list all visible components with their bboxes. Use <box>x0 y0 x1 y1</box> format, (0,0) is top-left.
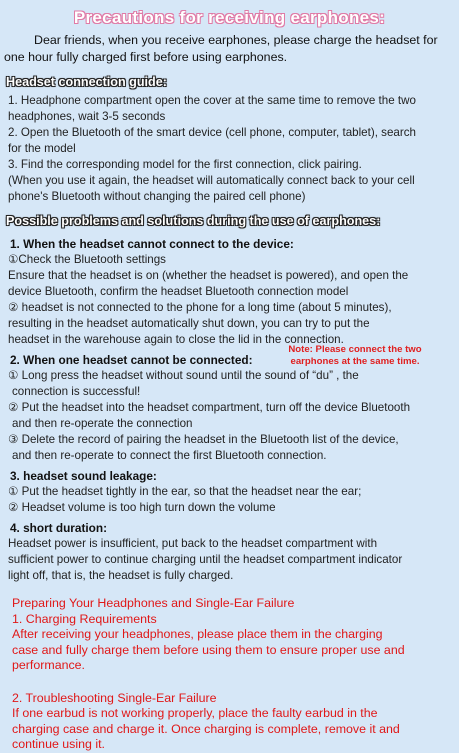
extra-line: continue using it. <box>12 737 105 751</box>
problem-2-title: 2. When one headset cannot be connected: <box>10 353 253 367</box>
intro-line: one hour fully charged first before using earphones. <box>4 50 288 64</box>
problems-heading: Possible problems and solutions during the use of earphones: <box>6 214 381 228</box>
problem-line: ② headset is not connected to the phone for a long time (about 5 minutes), <box>8 301 392 314</box>
problem-2-text <box>8 368 453 464</box>
problem-line: ①Check the Bluetooth settings <box>8 253 166 266</box>
guide-line: headphones, wait 3-5 seconds <box>8 110 166 123</box>
problem-line: ③ Delete the record of pairing the headset in the Bluetooth list of the device, <box>8 433 399 446</box>
note-line: earphones at the same time. <box>290 356 420 367</box>
connection-note <box>280 344 430 368</box>
problem-line: Headset power is insufficient, put back to the headset compartment with <box>8 537 378 550</box>
guide-line: for the model <box>8 142 76 155</box>
problem-line: ① Long press the headset without sound until the sound of “du” , the <box>8 369 359 382</box>
problem-line: headset in the warehouse again to close the lid in the connection. <box>8 333 344 346</box>
extra-section-1-title: 1. Charging Requirements <box>12 611 157 626</box>
extra-line: charging case and charge it. Once charging is complete, remove it and <box>12 721 400 736</box>
problem-line: ② Put the headset into the headset compartment, turn off the device Bluetooth <box>8 401 411 414</box>
page-title: Precautions for receiving earphones: <box>73 8 386 27</box>
problem-line: and then re-operate the connection <box>12 417 193 430</box>
intro-line: Dear friends, when you receive earphones, please charge the headset for <box>34 33 438 47</box>
problem-line: connection is successful! <box>12 385 141 398</box>
problem-line: and then re-operate to connect the first Bluetooth connection. <box>12 449 327 462</box>
extra-notes <box>12 596 453 753</box>
extra-line: performance. <box>12 658 86 672</box>
guide-line: (When you use it again, the headset will automatically connect back to your cell <box>8 174 415 187</box>
extra-heading: Preparing Your Headphones and Single-Ear Failure <box>12 596 295 610</box>
problem-1-text <box>8 252 453 348</box>
problem-line: sufficient power to continue charging until the headset compartment indicator <box>8 553 403 566</box>
extra-line: case and fully charge them before using them to ensure proper use and <box>12 642 405 657</box>
extra-line: If one earbud is not working properly, place the faulty earbud in the <box>12 706 378 720</box>
problem-line: ① Put the headset tightly in the ear, so that the headset near the ear; <box>8 485 362 498</box>
guide-line: 1. Headphone compartment open the cover at the same time to remove the two <box>8 94 416 107</box>
spacer <box>12 674 453 691</box>
note-line: Note: Please connect the two <box>288 344 422 355</box>
problem-3-title: 3. headset sound leakage: <box>10 469 157 483</box>
extra-line: After receiving your headphones, please place them in the charging <box>12 627 383 641</box>
guide-line: 3. Find the corresponding model for the first connection, click pairing. <box>8 158 362 171</box>
guide-steps <box>8 93 453 205</box>
intro-text <box>4 32 453 66</box>
problem-1-title: 1. When the headset cannot connect to the device: <box>10 237 294 251</box>
guide-heading: Headset connection guide: <box>6 75 167 89</box>
problem-4-text <box>8 536 453 584</box>
problem-3-text <box>8 484 453 516</box>
problem-line: ② Headset volume is too high turn down the volume <box>8 501 276 514</box>
problem-line: device Bluetooth, confirm the headset Bluetooth connection model <box>8 285 349 298</box>
guide-line: phone's Bluetooth without changing the paired cell phone) <box>8 190 306 203</box>
problem-line: Ensure that the headset is on (whether the headset is powered), and open the <box>8 269 409 282</box>
extra-section-2-title: 2. Troubleshooting Single-Ear Failure <box>12 690 217 705</box>
guide-line: 2. Open the Bluetooth of the smart device (cell phone, computer, tablet), search <box>8 126 416 139</box>
problem-4-title: 4. short duration: <box>10 521 107 535</box>
problem-line: resulting in the headset automatically shut down, you can try to put the <box>8 317 370 330</box>
problem-line: light off, that is, the headset is fully charged. <box>8 569 234 582</box>
